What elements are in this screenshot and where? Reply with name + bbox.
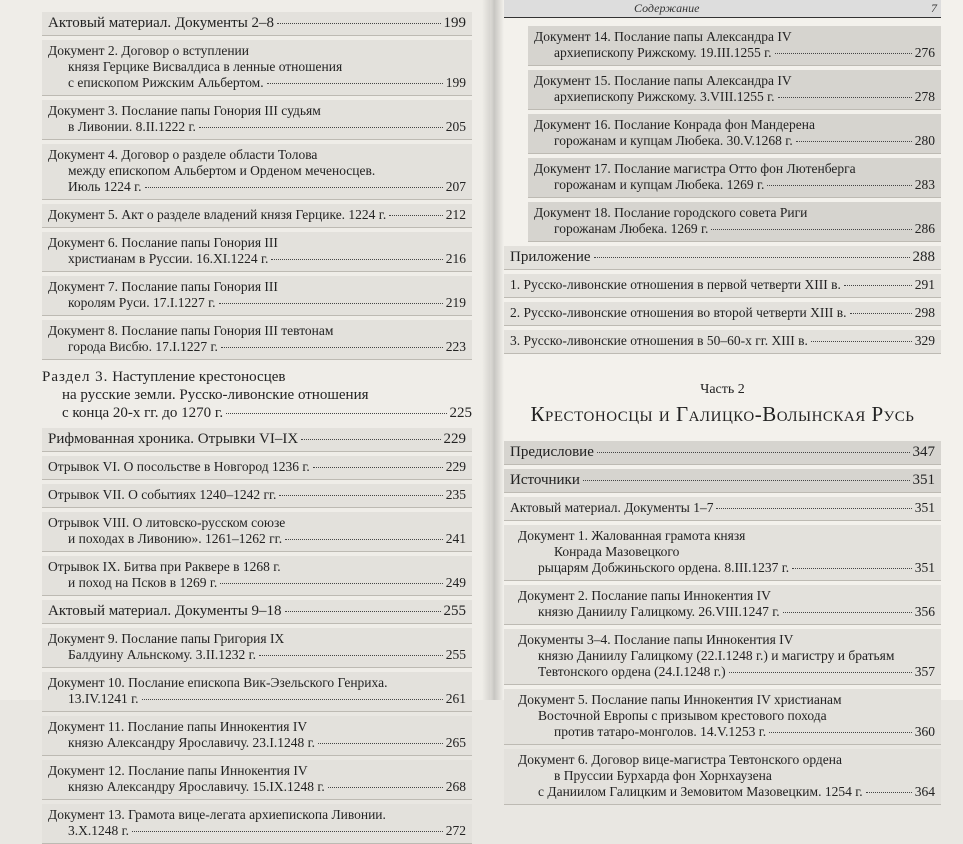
toc-entry-doc-10[interactable]	[42, 672, 472, 712]
toc-entry-p2-doc-5[interactable]	[504, 689, 941, 745]
leader-dots	[594, 257, 910, 258]
toc-entry-fragment-9[interactable]	[42, 556, 472, 596]
leader-dots	[767, 185, 911, 186]
toc-entry-line: Документ 12. Послание папы Иннокентия IV	[48, 763, 308, 778]
toc-page-number: 351	[914, 560, 935, 575]
toc-entry-line: Документ 16. Послание Конрада фон Мандерена	[534, 117, 815, 132]
leader-dots	[132, 831, 443, 832]
toc-page-number: 357	[914, 664, 935, 679]
leader-dots	[328, 787, 443, 788]
leader-dots	[775, 53, 912, 54]
toc-entry-line: Документы 3–4. Послание папы Иннокентия IV	[518, 632, 794, 647]
toc-group-title: Рифмованная хроника. Отрывки VI–IX	[48, 431, 299, 447]
toc-entry-line: на русские земли. Русско-ливонские отношения	[62, 387, 369, 403]
section-label: Раздел 3.	[42, 369, 109, 385]
toc-page-number: 298	[914, 305, 935, 320]
toc-entry-line: Документ 5. Послание папы Иннокентия IV христианам	[518, 692, 842, 707]
toc-page-number: 235	[445, 487, 466, 502]
leader-dots	[729, 672, 912, 673]
leader-dots	[267, 83, 443, 84]
toc-entry-line: Документ 9. Послание папы Григория IX	[48, 631, 285, 646]
toc-entry-doc-5[interactable]	[42, 204, 472, 228]
toc-entry-line: Документ 5. Акт о разделе владений князя Герцике. 1224 г.	[48, 207, 387, 222]
leader-dots	[219, 303, 443, 304]
toc-group-acts-2-8[interactable]	[42, 12, 472, 36]
toc-page-number: 276	[914, 45, 935, 60]
toc-entry-line: 2. Русско-ливонские отношения во второй четверти XIII в.	[510, 305, 847, 320]
toc-entry-line: горожанам и купцам Любека. 30.V.1268 г.	[554, 133, 793, 148]
toc-entry-p2-doc-6[interactable]	[504, 749, 941, 805]
toc-page-number: 351	[914, 500, 935, 515]
toc-page-number: 229	[443, 431, 466, 447]
toc-entry-doc-16[interactable]	[528, 114, 941, 154]
toc-entry-line: города Висбю. 17.I.1227 г.	[68, 339, 218, 354]
leader-dots	[716, 508, 911, 509]
toc-entry-line: князю Даниилу Галицкому. 26.VIII.1247 г.	[538, 604, 780, 619]
toc-entry-doc-9[interactable]	[42, 628, 472, 668]
toc-page-number: 205	[445, 119, 466, 134]
running-header	[504, 0, 941, 18]
leader-dots	[142, 699, 443, 700]
toc-page-number: 286	[914, 221, 935, 236]
toc-entry-line: с Даниилом Галицким и Земовитом Мазовецким. 1254 г.	[538, 784, 863, 799]
leader-dots	[318, 743, 443, 744]
toc-entry-line: и поход на Псков в 1269 г.	[68, 575, 218, 590]
toc-page-number: 265	[445, 735, 466, 750]
toc-page-number: 212	[445, 207, 466, 222]
toc-entry-doc-13[interactable]	[42, 804, 472, 844]
toc-page-number: 272	[445, 823, 466, 838]
toc-page-number: 255	[443, 603, 466, 619]
toc-entry-line: Документ 17. Послание магистра Отто фон Лютенберга	[534, 161, 856, 176]
toc-entry-p2-doc-1[interactable]	[504, 525, 941, 581]
leader-dots	[271, 259, 442, 260]
toc-entry-line: горожанам и купцам Любека. 1269 г.	[554, 177, 765, 192]
leader-dots	[811, 341, 912, 342]
leader-dots	[778, 97, 912, 98]
toc-page-number: 219	[445, 295, 466, 310]
toc-group-title: Предисловие	[510, 444, 594, 460]
toc-group-title: Приложение	[510, 249, 591, 265]
toc-page-number: 207	[445, 179, 466, 194]
toc-page-number: 291	[914, 277, 935, 292]
toc-entry-line: Документ 13. Грамота вице-легата архиепископа Ливонии.	[48, 807, 386, 822]
toc-entry-line: Документ 18. Послание городского совета Риги	[534, 205, 808, 220]
page-number: 7	[931, 0, 937, 15]
leader-dots	[301, 439, 440, 440]
toc-entry-fragment-8[interactable]	[42, 512, 472, 552]
part-label: Часть 2	[700, 382, 745, 397]
toc-entry-doc-18[interactable]	[528, 202, 941, 242]
toc-entry-line: рыцарям Добжиньского ордена. 8.III.1237 г.	[538, 560, 790, 575]
toc-page-number: 199	[443, 15, 466, 31]
toc-page-number: 261	[445, 691, 466, 706]
running-header-title: Содержание	[634, 0, 700, 15]
toc-entry-line: Документ 3. Послание папы Гонория III судьям	[48, 103, 321, 118]
toc-appendix-3[interactable]	[504, 330, 941, 354]
leader-dots	[279, 495, 442, 496]
toc-group-chronicle[interactable]	[42, 428, 472, 452]
leader-dots	[866, 792, 912, 793]
toc-entry-doc-14[interactable]	[528, 26, 941, 66]
leader-dots	[145, 187, 443, 188]
toc-entry-line: князю Александру Ярославичу. 23.I.1248 г.	[68, 735, 316, 750]
leader-dots	[796, 141, 912, 142]
leader-dots	[221, 347, 443, 348]
toc-entry-line: в Пруссии Бурхарда фон Хорнхаузена	[554, 768, 772, 783]
toc-entry-line: архиепископу Рижскому. 19.III.1255 г.	[554, 45, 772, 60]
toc-appendix-2[interactable]	[504, 302, 941, 326]
leader-dots	[277, 23, 440, 24]
toc-group-title: Актовый материал. Документы 9–18	[48, 603, 282, 619]
toc-entry-line: против татаро-монголов. 14.V.1253 г.	[554, 724, 767, 739]
toc-entry-p2-doc-3-4[interactable]	[504, 629, 941, 685]
toc-page-number: 216	[445, 251, 466, 266]
leader-dots	[285, 539, 443, 540]
toc-entry-line: 1. Русско-ливонские отношения в первой четверти XIII в.	[510, 277, 841, 292]
toc-page-number: 283	[914, 177, 935, 192]
toc-page-number: 347	[912, 444, 935, 460]
toc-entry-line: с епископом Рижским Альбертом.	[68, 75, 264, 90]
toc-entry-doc-17[interactable]	[528, 158, 941, 198]
toc-entry-line: князя Герцике Висвалдиса в ленные отношения	[68, 59, 343, 74]
toc-entry-line: в Ливонии. 8.II.1222 г.	[68, 119, 196, 134]
leader-dots	[313, 467, 443, 468]
toc-entry-line: Документ 2. Договор о вступлении	[48, 43, 250, 58]
toc-entry-doc-6[interactable]	[42, 232, 472, 272]
toc-page-number: 223	[445, 339, 466, 354]
toc-entry-line: Отрывок VI. О посольстве в Новгород 1236 г.	[48, 459, 310, 474]
toc-entry-line: Документ 15. Послание папы Александра IV	[534, 73, 792, 88]
leader-dots	[220, 583, 442, 584]
toc-group-acts-1-7[interactable]	[504, 497, 941, 521]
toc-entry-line: архиепископу Рижскому. 3.VIII.1255 г.	[554, 89, 775, 104]
toc-entry-p2-doc-2[interactable]	[504, 585, 941, 625]
toc-entry-line: Документ 7. Послание папы Гонория III	[48, 279, 278, 294]
toc-entry-doc-15[interactable]	[528, 70, 941, 110]
toc-entry-doc-4[interactable]	[42, 144, 472, 200]
toc-entry-fragment-7[interactable]	[42, 484, 472, 508]
toc-page-number: 255	[445, 647, 466, 662]
toc-entry-line: Документ 8. Послание папы Гонория III тевтонам	[48, 323, 334, 338]
toc-entry-line: Июль 1224 г.	[68, 179, 142, 194]
toc-entry-line: князю Даниилу Галицкому (22.I.1248 г.) и магистру и братьям	[538, 648, 895, 663]
toc-entry-line: Отрывок VII. О событиях 1240–1242 гг.	[48, 487, 277, 502]
leader-dots	[285, 611, 441, 612]
toc-entry-line: Отрывок IX. Битва при Раквере в 1268 г.	[48, 559, 281, 574]
toc-group-title: Источники	[510, 472, 580, 488]
toc-entry-line: Документ 4. Договор о разделе области Толова	[48, 147, 318, 162]
toc-page-number: 351	[912, 472, 935, 488]
toc-entry-line: 13.IV.1241 г.	[68, 691, 139, 706]
toc-appendix-1[interactable]	[504, 274, 941, 298]
toc-entry-line: Документ 1. Жалованная грамота князя	[518, 528, 746, 543]
toc-page-number: 278	[914, 89, 935, 104]
toc-entry-line: Документ 2. Послание папы Иннокентия IV	[518, 588, 771, 603]
toc-entry-line: князю Александру Ярославичу. 15.IX.1248 г.	[68, 779, 325, 794]
toc-entry-line: Конрада Мазовецкого	[554, 544, 680, 559]
toc-page-number: 249	[445, 575, 466, 590]
leader-dots	[783, 612, 912, 613]
toc-sources[interactable]	[504, 469, 941, 493]
leader-dots	[259, 655, 443, 656]
leader-dots	[226, 413, 446, 414]
toc-page-number: 229	[445, 459, 466, 474]
toc-entry-line: с конца 20-х гг. до 1270 г.	[62, 405, 224, 421]
toc-appendix[interactable]	[504, 246, 941, 270]
toc-page-number: 199	[445, 75, 466, 90]
toc-entry-line: христианам в Руссии. 16.XI.1224 г.	[68, 251, 269, 266]
toc-page-number: 241	[445, 531, 466, 546]
toc-entry-doc-2[interactable]	[42, 40, 472, 96]
toc-section-3[interactable]	[42, 368, 472, 422]
toc-entry-line: 3. Русско-ливонские отношения в 50–60-х гг. XIII в.	[510, 333, 808, 348]
toc-entry-line: Восточной Европы с призывом крестового похода	[538, 708, 827, 723]
right-page	[490, 0, 963, 799]
toc-entry-line: Наступление крестоносцев	[112, 369, 286, 385]
toc-entry-line: Документ 11. Послание папы Иннокентия IV	[48, 719, 308, 734]
toc-entry-line: и походах в Ливонию». 1261–1262 гг.	[68, 531, 283, 546]
toc-entry-line: Документ 6. Договор вице-магистра Тевтонского ордена	[518, 752, 842, 767]
toc-entry-line: горожанам Любека. 1269 г.	[554, 221, 709, 236]
leader-dots	[597, 452, 910, 453]
part-title: Крестоносцы и Галицко-Волынская Русь	[530, 402, 915, 426]
toc-group-title: Актовый материал. Документы 2–8	[48, 15, 275, 31]
toc-preface[interactable]	[504, 441, 941, 465]
leader-dots	[389, 215, 443, 216]
leader-dots	[844, 285, 912, 286]
toc-entry-doc-7[interactable]	[42, 276, 472, 316]
toc-page-number: 288	[912, 249, 935, 265]
toc-page-number: 225	[449, 405, 472, 421]
toc-entry-line: Тевтонского ордена (24.I.1248 г.)	[538, 664, 726, 679]
leader-dots	[850, 313, 912, 314]
toc-entry-line: 3.X.1248 г.	[68, 823, 130, 838]
toc-group-acts-9-18[interactable]	[42, 600, 472, 624]
leader-dots	[792, 568, 912, 569]
toc-entry-fragment-6[interactable]	[42, 456, 472, 480]
toc-page-number: 356	[914, 604, 935, 619]
toc-entry-line: между епископом Альбертом и Орденом меченосцев.	[68, 163, 376, 178]
leader-dots	[199, 127, 443, 128]
toc-entry-line: Документ 10. Послание епископа Вик-Эзельского Генриха.	[48, 675, 388, 690]
toc-page-number: 360	[914, 724, 935, 739]
toc-page-number: 268	[445, 779, 466, 794]
toc-entry-doc-3[interactable]	[42, 100, 472, 140]
leader-dots	[583, 480, 910, 481]
toc-entry-doc-12[interactable]	[42, 760, 472, 800]
toc-entry-line: Отрывок VIII. О литовско-русском союзе	[48, 515, 286, 530]
toc-page-number: 280	[914, 133, 935, 148]
toc-entry-line: Документ 6. Послание папы Гонория III	[48, 235, 278, 250]
toc-page-number: 329	[914, 333, 935, 348]
toc-entry-line: Балдуину Альнскому. 3.II.1232 г.	[68, 647, 256, 662]
toc-page-number: 364	[914, 784, 935, 799]
toc-entry-doc-11[interactable]	[42, 716, 472, 756]
leader-dots	[711, 229, 911, 230]
toc-entry-doc-8[interactable]	[42, 320, 472, 360]
toc-group-title: Актовый материал. Документы 1–7	[510, 500, 714, 515]
leader-dots	[769, 732, 912, 733]
toc-entry-line: Документ 14. Послание папы Александра IV	[534, 29, 792, 44]
toc-entry-line: королям Руси. 17.I.1227 г.	[68, 295, 216, 310]
